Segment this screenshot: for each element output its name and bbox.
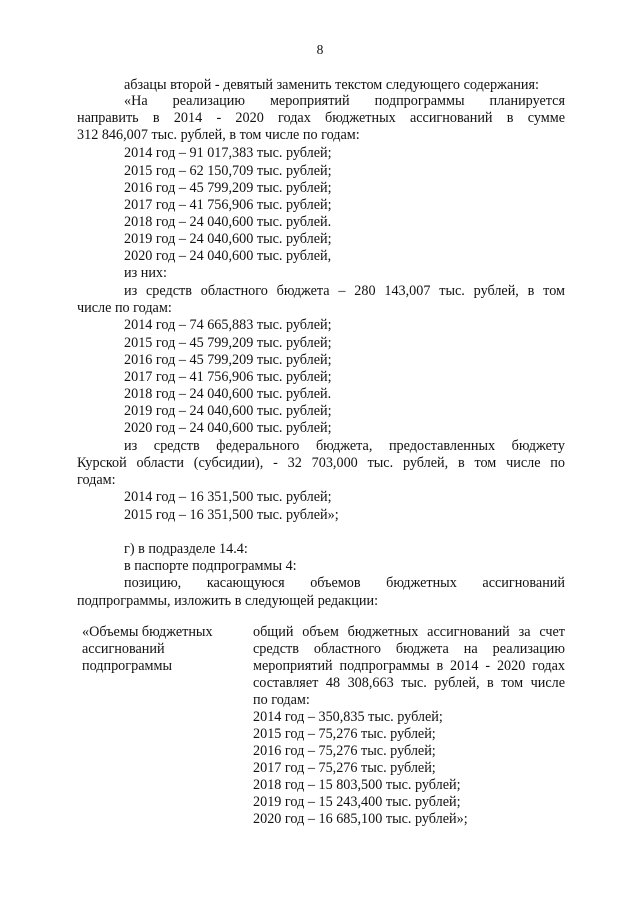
main-paragraph-line-1: «На реализацию мероприятий подпрограммы планируется	[124, 93, 565, 109]
year-regional-2017: 2017 год – 41 756,906 тыс. рублей;	[124, 369, 332, 385]
year-total-2014: 2014 год – 91 017,383 тыс. рублей;	[124, 145, 332, 161]
year-regional-2019: 2019 год – 24 040,600 тыс. рублей;	[124, 403, 332, 419]
year-federal-2015: 2015 год – 16 351,500 тыс. рублей»;	[124, 507, 339, 523]
year-total-2015: 2015 год – 62 150,709 тыс. рублей;	[124, 163, 332, 179]
table-left-cell	[82, 624, 232, 675]
year-regional-2016: 2016 год – 45 799,209 тыс. рублей;	[124, 352, 332, 368]
federal-intro-line-1: из средств федерального бюджета, предоставленных бюджету	[124, 438, 565, 454]
table-year-2018: 2018 год – 15 803,500 тыс. рублей;	[253, 777, 461, 793]
table-year-2019: 2019 год – 15 243,400 тыс. рублей;	[253, 794, 461, 810]
table-right-line-2: средств областного бюджета на реализацию	[253, 641, 565, 657]
year-total-2018: 2018 год – 24 040,600 тыс. рублей.	[124, 214, 332, 230]
federal-intro-line-2: Курской области (субсидии), - 32 703,000 тыс. рублей, в том числе по	[77, 455, 565, 471]
table-right-line-5: по годам:	[253, 692, 310, 708]
position-line-2: подпрограммы, изложить в следующей редакции:	[77, 593, 379, 609]
of-them-label: из них:	[124, 265, 167, 281]
main-paragraph-line-3: 312 846,007 тыс. рублей, в том числе по годам:	[77, 127, 360, 143]
table-year-2017: 2017 год – 75,276 тыс. рублей;	[253, 760, 436, 776]
federal-intro-line-3: годам:	[77, 472, 116, 488]
table-left-line-2: ассигнований	[82, 641, 165, 657]
year-total-2017: 2017 год – 41 756,906 тыс. рублей;	[124, 197, 332, 213]
year-regional-2014: 2014 год – 74 665,883 тыс. рублей;	[124, 317, 332, 333]
intro-paragraph: абзацы второй - девятый заменить текстом следующего содержания:	[124, 77, 539, 93]
regional-intro-line-1: из средств областного бюджета – 280 143,007 тыс. рублей, в том	[124, 283, 565, 299]
year-federal-2014: 2014 год – 16 351,500 тыс. рублей;	[124, 489, 332, 505]
year-total-2020: 2020 год – 24 040,600 тыс. рублей,	[124, 248, 332, 264]
item-g: г) в подразделе 14.4:	[124, 541, 248, 557]
table-left-line-1: «Объемы бюджетных	[82, 624, 213, 640]
year-regional-2018: 2018 год – 24 040,600 тыс. рублей.	[124, 386, 332, 402]
position-line-1: позицию, касающуюся объемов бюджетных ассигнований	[124, 575, 565, 591]
regional-intro-line-2: числе по годам:	[77, 300, 172, 316]
table-year-2016: 2016 год – 75,276 тыс. рублей;	[253, 743, 436, 759]
table-year-2014: 2014 год – 350,835 тыс. рублей;	[253, 709, 443, 725]
table-right-cell	[253, 624, 565, 828]
table-year-2020: 2020 год – 16 685,100 тыс. рублей»;	[253, 811, 468, 827]
table-right-line-4: составляет 48 308,663 тыс. рублей, в том числе	[253, 675, 565, 691]
table-left-line-3: подпрограммы	[82, 658, 172, 674]
year-regional-2020: 2020 год – 24 040,600 тыс. рублей;	[124, 420, 332, 436]
table-year-2015: 2015 год – 75,276 тыс. рублей;	[253, 726, 436, 742]
table-right-line-3: мероприятий подпрограммы в 2014 - 2020 годах	[253, 658, 565, 674]
main-paragraph-line-2: направить в 2014 - 2020 годах бюджетных ассигнований в сумме	[77, 110, 565, 126]
table-right-line-1: общий объем бюджетных ассигнований за счет	[253, 624, 565, 640]
year-total-2016: 2016 год – 45 799,209 тыс. рублей;	[124, 180, 332, 196]
passport-line: в паспорте подпрограммы 4:	[124, 558, 297, 574]
year-total-2019: 2019 год – 24 040,600 тыс. рублей;	[124, 231, 332, 247]
year-regional-2015: 2015 год – 45 799,209 тыс. рублей;	[124, 335, 332, 351]
page-number: 8	[316, 42, 324, 57]
